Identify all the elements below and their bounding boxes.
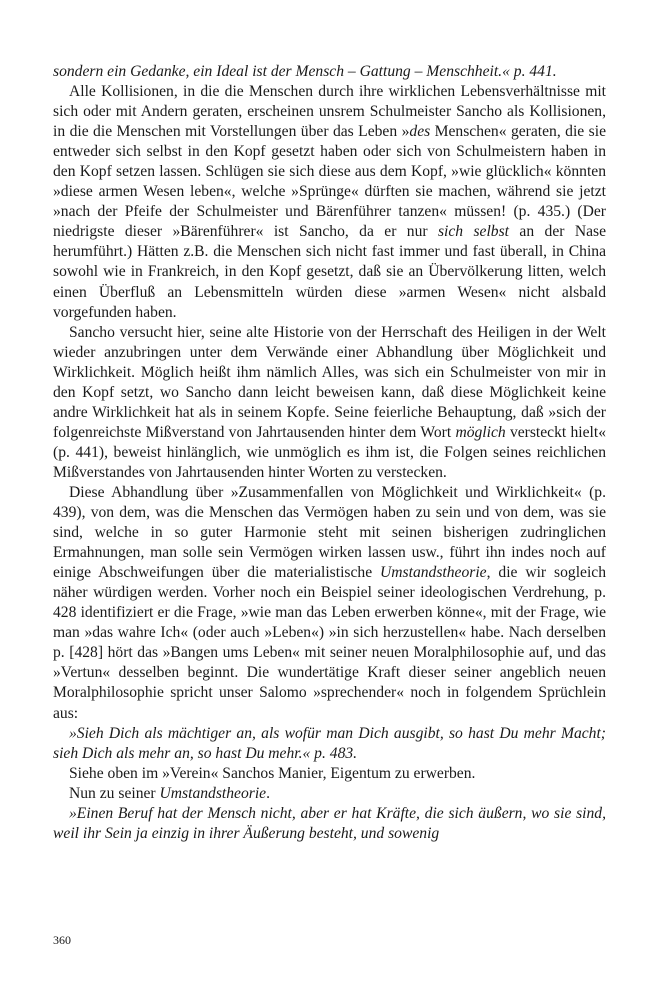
quote-paragraph (53, 724, 606, 764)
paragraph-segment: möglich (455, 423, 506, 441)
paragraph-segment: Nun zu seiner (69, 784, 160, 802)
paragraph-segment: Menschen« geraten, die sie entweder sich selbst in den Kopf gesetzt haben oder sich von Schulmeistern haben in den Kopf setzen lassen. Schlügen sie sich diese aus dem Kopf, »wie glücklich« könnten »diese armen Wesen leben«, welche »Sprünge« dürften sie machen, während sie jetzt »nach der Pfeife der Schulmeister und Bärenführer tanzen« müssen! (p. 435.) (Der niedrigste dieser »Bärenführer« ist Sancho, da er nur (53, 123, 606, 241)
paragraph-segment: Umstandstheorie (159, 784, 267, 802)
quote-paragraph (53, 804, 606, 844)
paragraph (53, 323, 606, 483)
paragraph-segment: »Sieh Dich als mächtiger an, als wofür man Dich ausgibt, so hast Du mehr Macht; sieh Dich als mehr an, so hast Du mehr.« p. 483. (53, 724, 606, 762)
page-number: 360 (53, 933, 71, 947)
paragraph-segment: Siehe oben im »Verein« Sanchos Manier, Eigentum zu erwerben. (69, 764, 476, 782)
paragraph-segment: »Einen Beruf hat der Mensch nicht, aber er hat Kräfte, die sich äußern, wo sie sind, weil ihr Sein ja einzig in ihrer Äußerung besteht, und sowenig (53, 804, 606, 842)
paragraph (53, 483, 606, 724)
paragraph-segment: . (266, 784, 270, 802)
paragraph (53, 764, 606, 784)
paragraph (53, 82, 606, 323)
paragraph-segment: sich selbst (437, 223, 510, 241)
paragraph-segment: sondern ein Gedanke, ein Ideal ist der Mensch – Gattung – Menschheit.« p. 441. (53, 63, 557, 80)
paragraph-segment: versteckt hielt« (p. 441), beweist hinlänglich, wie unmöglich es ihm ist, die Folgen seines reichlichen Mißverstandes von Jahrtausenden hinter Worten zu verstecken. (53, 423, 607, 481)
paragraph (53, 62, 606, 82)
paragraph (53, 784, 606, 804)
paragraph-segment: an der Nase herumführt.) Hätten z.B. die Menschen sich nicht fast immer und fast überall, in China sowohl wie in Frankreich, in den Kopf gesetzt, daß sie an Übervölkerung litten, welch einen Überfluß an Lebensmitteln würden diese »armen Wesen« nicht alsbald vorgefunden haben. (53, 223, 607, 321)
paragraph-segment: Diese Abhandlung über »Zusammenfallen von Möglichkeit und Wirklichkeit« (p. 439), von dem, was die Menschen das Vermögen haben zu sein und von dem, was sie sind, welche in so guter Harmonie steht mit seinen bisherigen zudringlichen Ermahnungen, man solle sein Vermögen wirken lassen usw., führt ihn indes noch auf einige Abschweifungen über die materialistische (53, 483, 606, 582)
paragraph-segment: Umstandstheorie (380, 564, 487, 582)
paragraph-segment: Alle Kollisionen, in die die Menschen durch ihre wirklichen Lebensverhältnisse mit sich oder mit Andern geraten, erscheinen unsrem Schulmeister Sancho als Kollisionen, in die die Menschen mit Vorstellungen über das Leben » (53, 83, 606, 141)
paragraph-segment: Sancho versucht hier, seine alte Historie von der Herrschaft des Heiligen in der Welt wieder anzubringen unter dem Verwände einer Abhandlung über Möglichkeit und Wirklichkeit. Möglich heißt ihm nämlich Alles, was sich ein Schulmeister von mir in den Kopf setzt, wo Sancho dann leicht beweisen kann, daß diese Möglichkeit keine andre Wirklichkeit hat als in seinem Kopfe. Seine feierliche Behauptung, daß »sich der folgenreichste Mißverstand von Jahrtausenden hinter dem Wort (53, 323, 606, 441)
paragraph-segment: , die wir sogleich näher würdigen werden. Vorher noch ein Beispiel seiner ideologischen Verdrehung, p. 428 identifiziert er die Frage, »wie man das Leben erwerben könne«, mit der Frage, wie man »das wahre Ich« (oder auch »Leben«) »in sich herzustellen« habe. Nach derselben p. [428] hört das »Bangen ums Leben« mit seiner neuen Moralphilosophie auf, und das »Vertun« desselben beginnt. Die wundertätige Kraft dieser seiner angeblich neuen Moralphilosophie spricht unser Salomo »sprechender« noch in folgendem Sprüchlein aus: (53, 564, 606, 722)
page-body (53, 62, 606, 844)
paragraph-segment: des (409, 123, 431, 141)
